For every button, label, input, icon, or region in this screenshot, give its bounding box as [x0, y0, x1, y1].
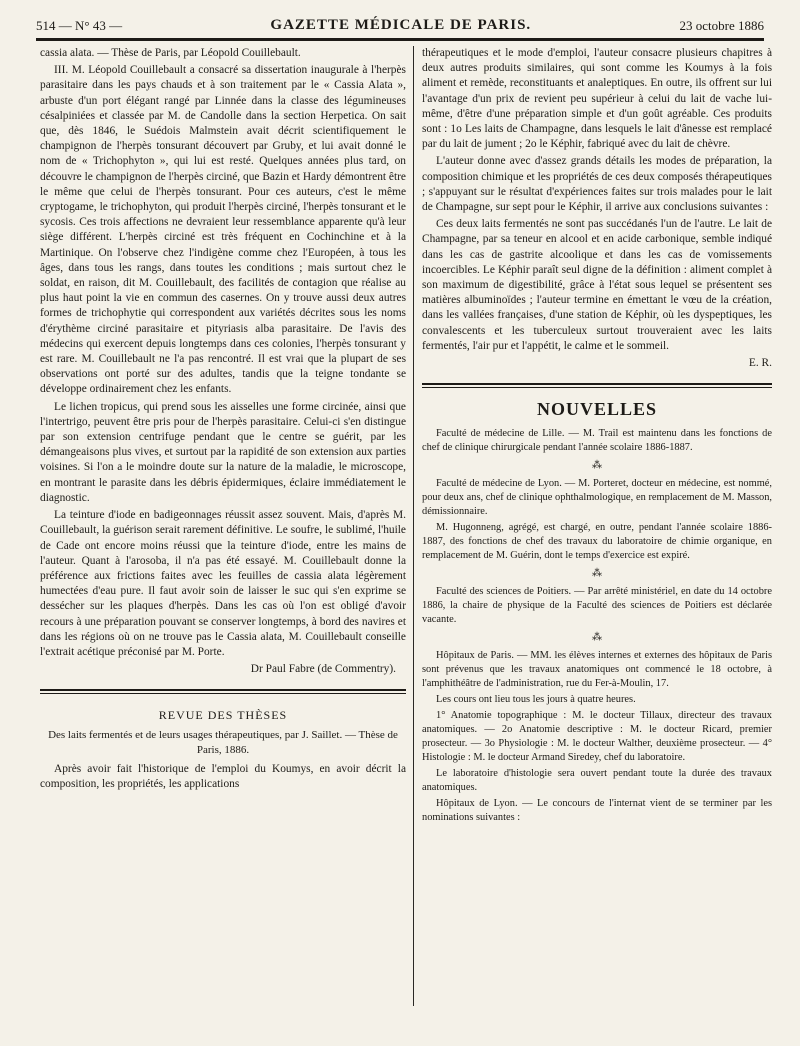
right-paragraph-1: thérapeutiques et le mode d'emploi, l'auteur consacre plusieurs chapitres à deux autres produits similaires, qui sont comme les Koumys à la fois aliment et remède, reconstituants et analeptiques. En outre, ils offrent sur lui l'avantage d'un prix de revient peu supérieur à celui du lait de vache lui-même, d'être d'une préparation simple et d'un goût agréable. Ces produits sont : 1o Les laits de Champagne, dans lesquels le lait d'ânesse est remplacé par du lait de jument ; 2o le Képhir, fabriqué avec du lait de chèvre.: [422, 47, 772, 151]
news-item: Faculté de médecine de Lyon. — M. Porteret, docteur en médecine, est nommé, pour deux ans, chef de clinique ophthalmologique, en remplacement de M. Masson, démissionnaire.: [422, 478, 772, 518]
left-paragraph-2: Le lichen tropicus, qui prend sous les aisselles une forme circinée, ainsi que l'intertrigo, peuvent être pris pour de l'herpès parasitaire. Celui-ci s'en distingue par son extension centrifuge pendant que le centre se guérit, par les démangeaisons plus vives, et surtout par la rapidité de son extension aux parties voisines. Si l'on a le moindre doute sur la nature de la maladie, le microscope, en montrant le parasite dans les débris épidermiques, éclaire immédiatement le diagnostic.: [40, 400, 406, 504]
separator-stars: ⁂: [592, 460, 602, 472]
section-title: REVUE DES THÈSES: [158, 708, 288, 723]
section-rule-thin: [40, 693, 406, 694]
journal-title: GAZETTE MÉDICALE DE PARIS.: [270, 17, 532, 33]
header-rule: [36, 38, 764, 41]
news-item: Le laboratoire d'histologie sera ouvert pendant toute la durée des travaux anatomiques.: [422, 768, 772, 794]
left-intro: cassia alata. — Thèse de Paris, par Léopold Couillebault.: [40, 47, 301, 59]
news-item: Les cours ont lieu tous les jours à quatre heures.: [436, 694, 636, 706]
left-paragraph-1: III. M. Léopold Couillebault a consacré sa dissertation inaugurale à l'herpès parasitaire dans les pays chauds et à son traitement par le « Cassia Alata », arbuste d'un port élégant rangé par Linnée dans la classe des légumineuses césalpiniées et classée par M. de Candolle dans la section Herpetica. On sait que, dès 1846, le Suédois Malmstein avait décrit scientifiquement le champignon de l'herpès tonsurant découvert par Gruby, et lui avait donné le nom de « Trichophyton », qui lui est resté. Quelques années plus tard, on découvre le champignon de l'herpès circiné, que Bazin et Hardy démontrent être le même que celui de l'herpès tonsurant. Pour ces auteurs, c'est le même cryptogame, le trichophyton, qui produit l'herpès circiné, l'herpès tonsurant et le sycosis. Ces trois affections ne devraient leur ressemblance apparente qu'à leur siège différent. L'herpès circiné est très fréquent en Cochinchine et à la Martinique. On l'observe chez l'indigène comme chez l'Européen, à tous les âges, dans tous les rangs, dans toutes les conditions ; mais surtout chez le soldat, en raison, dit M. Couillebault, des facilités de contagion que réalise au plus haut point la vie en commun des casernes. On y trouve aussi deux autres formes de trichophytie qui correspondent aux variétés décrites sous les noms d'érythème circiné parasitaire et pityriasis alba parasitaire. De l'avis des médecins qui exercent depuis longtemps dans ces colonies, l'herpès tonsurant y est rare. M. Couillebault ne l'a pas rencontré. Il est vrai que la plupart de ses observations ont porté sur des adultes, tandis que la teigne tondante se développe ordinairement chez les enfants.: [40, 64, 406, 396]
news-heading: NOUVELLES: [536, 399, 658, 420]
separator-stars: ⁂: [592, 568, 602, 580]
issue-date: 23 octobre 1886: [679, 18, 764, 33]
news-item: M. Hugonneng, agrégé, est chargé, en outre, pendant l'année scolaire 1886-1887, des fonctions de chef des travaux du laboratoire de chimie organique, en remplacement de M. Guérin, dont le temps d'exercice est expiré.: [422, 522, 772, 562]
left-column: [40, 46, 406, 794]
right-column: [422, 46, 772, 827]
right-paragraph-3: Ces deux laits fermentés ne sont pas succédanés l'un de l'autre. Le lait de Champagne, par sa teneur en alcool et en acide carbonique, semble indiqué dans les cas de gastrite alcoolique et dans les cas de vomissements incoercibles. Le Képhir paraît seul digne de la définition : aliment complet à son maximum de digestibilité, grâce à l'état sous lequel se présentent ses matières albuminoïdes ; l'auteur termine en émettant le vœu de la création, dans les vallées françaises, d'une station de Képhir, où les dyspeptiques, les convalescents et les tuberculeux surtout trouveraient avec les laits fermentés, l'air pur et l'appétit, le calme et le sommeil.: [422, 218, 772, 352]
signature: Dr Paul Fabre (de Commentry).: [250, 663, 396, 676]
page-number: 514 — N° 43 —: [36, 18, 123, 33]
column-divider: [413, 46, 414, 1006]
news-item: 1° Anatomie topographique : M. le docteur Tillaux, directeur des travaux anatomiques. — 2o Anatomie descriptive : M. le docteur Ricard, premier prosecteur. — 3o Physiologie : M. le docteur Walther, deuxième prosecteur. — 4° Histologie : M. le docteur Armand Siredey, chef du laboratoire.: [422, 710, 772, 764]
author-initials: E. R.: [748, 357, 772, 370]
left-paragraph-4: Après avoir fait l'historique de l'emploi du Koumys, en avoir décrit la composition, les propriétés, les applications: [40, 762, 406, 791]
section-rule: [40, 689, 406, 691]
news-item: Faculté des sciences de Poitiers. — Par arrêté ministériel, en date du 14 octobre 1886, la chaire de physique de la Faculté des sciences de Poitiers est déclarée vacante.: [422, 586, 772, 626]
page-header: [36, 10, 764, 34]
section-subtitle: Des laits fermentés et de leurs usages thérapeutiques, par J. Saillet. — Thèse de Paris, 1886.: [48, 728, 398, 756]
news-rule: [422, 383, 772, 385]
separator-stars: ⁂: [592, 632, 602, 644]
news-item: Faculté de médecine de Lille. — M. Trail est maintenu dans les fonctions de chef de clinique chirurgicale pendant l'année scolaire 1886-1887.: [422, 428, 772, 454]
left-paragraph-3: La teinture d'iode en badigeonnages réussit assez souvent. Mais, d'après M. Couillebault, la guérison serait rarement définitive. Le soufre, le sublimé, l'huile de Cade ont encore moins réussi que la teinture d'iode, entre les mains de l'auteur. Quant à l'arosoba, il n'a pas été essayé. M. Couillebault donne la préférence aux frictions faites avec les feuilles de cassia alata légèrement humectées d'eau pure. Il faut avoir soin de laisser le suc qui s'en exprime se dessécher sur les plaques d'herpès. Dans les cas où l'on est obligé d'avoir recours à une préparation pouvant se conserver longtemps, à bord des navires et dans les régions où on ne trouve pas le Cassia alata, M. Couillebault conseille l'extrait acétique préconisé par M. Porte.: [40, 509, 406, 658]
right-paragraph-2: L'auteur donne avec d'assez grands détails les modes de préparation, la composition chimique et les propriétés de ces deux composés thérapeutiques ; s'appuyant sur le résultat d'expériences faites sur trois malades pour le lait de Champagne, sur sept pour le Képhir, il arrive aux conclusions suivantes :: [422, 155, 772, 214]
news-item: Hôpitaux de Paris. — MM. les élèves internes et externes des hôpitaux de Paris sont prévenus que les travaux anatomiques ont commencé le 18 octobre, à l'amphithéâtre de l'administration, rue du Fer-à-Moulin, 17.: [422, 650, 772, 690]
news-rule-thin: [422, 387, 772, 388]
news-item: Hôpitaux de Lyon. — Le concours de l'internat vient de se terminer par les nominations suivantes :: [422, 798, 772, 824]
